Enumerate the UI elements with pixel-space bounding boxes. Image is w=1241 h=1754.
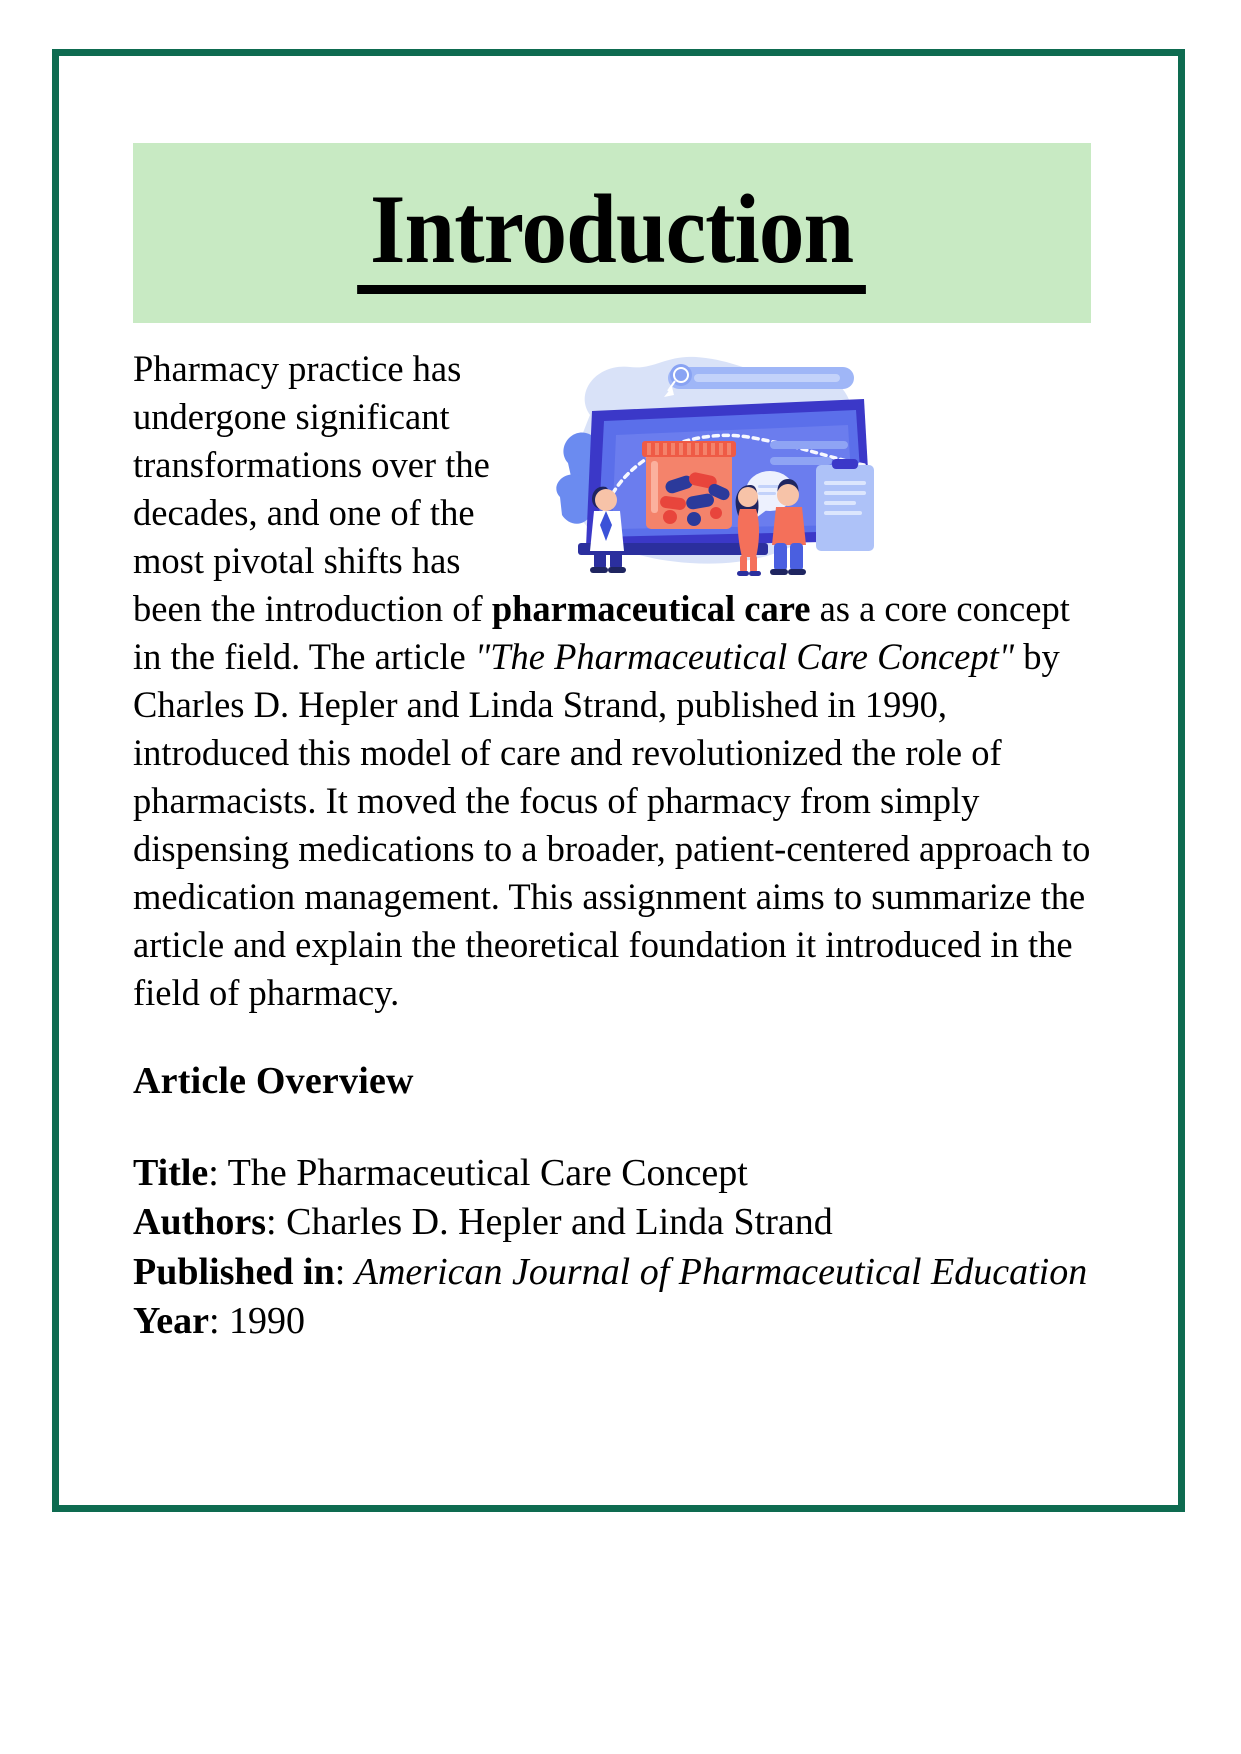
- female-leg-left: [740, 555, 747, 573]
- overview-sep-authors: :: [266, 1201, 287, 1244]
- article-overview-heading: Article Overview: [133, 1059, 414, 1102]
- overview-label-year: Year: [133, 1299, 209, 1342]
- pill-round-3: [710, 507, 722, 519]
- overview-value-published-in: American Journal of Pharmaceutical Education: [354, 1250, 1088, 1293]
- overview-row-published-in: [133, 1248, 1093, 1297]
- pill-bottle-highlight: [651, 461, 658, 513]
- pharmacist-leg-right: [610, 551, 622, 569]
- overview-row-title: [133, 1149, 1093, 1198]
- male-shoe-right: [788, 569, 806, 575]
- overview-value-authors: Charles D. Hepler and Linda Strand: [286, 1201, 833, 1244]
- pharmacist-shoe-left: [590, 567, 608, 573]
- female-dress: [738, 509, 759, 557]
- male-shirt: [772, 507, 806, 545]
- clipboard-clip: [832, 459, 858, 469]
- female-head: [738, 487, 758, 507]
- pharmacy-telemedicine-illustration: [534, 345, 886, 577]
- article-overview-list: [133, 1149, 1093, 1347]
- male-head: [777, 484, 799, 506]
- screen-ui-bar-2: [770, 457, 832, 465]
- person-patient-female: [736, 485, 761, 576]
- overview-row-year: [133, 1297, 1093, 1346]
- pharmacist-leg-left: [594, 551, 606, 569]
- overview-label-published-in: Published in: [133, 1250, 335, 1293]
- intro-article-title: "The Pharmaceutical Care Concept": [474, 635, 1015, 677]
- page-border-frame: [52, 49, 1185, 1512]
- overview-value-title: The Pharmaceutical Care Concept: [227, 1151, 748, 1194]
- intro-text-part-2: as a core concept in the field. The article: [133, 587, 1070, 677]
- page-content: [133, 143, 1093, 1538]
- male-leg-left: [774, 543, 787, 571]
- male-shoe-left: [770, 569, 788, 575]
- pill-round-2: [687, 512, 701, 526]
- overview-sep-published-in: :: [334, 1250, 355, 1293]
- title-highlight-band: [133, 143, 1091, 323]
- intro-bold-term: pharmaceutical care: [491, 587, 811, 629]
- pharmacist-shoe-right: [608, 567, 626, 573]
- female-shoe-left: [737, 571, 749, 576]
- page-title: Introduction: [357, 180, 866, 294]
- clipboard-body: [816, 465, 874, 551]
- female-leg-right: [750, 555, 757, 573]
- male-leg-right: [790, 543, 803, 571]
- illustration-svg: [534, 345, 886, 577]
- screen-ui-bar-1: [770, 441, 848, 449]
- intro-text-part-1: Pharmacy practice has undergone significant transformations over the decades, and one of the most pivotal shifts has been the introduction of: [133, 348, 492, 629]
- overview-label-authors: Authors: [133, 1201, 267, 1244]
- overview-label-title: Title: [133, 1151, 209, 1194]
- overview-row-authors: [133, 1198, 1093, 1247]
- overview-sep-year: :: [208, 1299, 230, 1342]
- overview-value-year: 1990: [229, 1299, 306, 1342]
- clipboard: [816, 459, 874, 551]
- pill-round-1: [663, 510, 677, 524]
- pharmacist-head: [595, 489, 617, 511]
- intro-paragraph-block: [133, 345, 1091, 1017]
- pill-bottle: [642, 441, 736, 529]
- female-shoe-right: [749, 571, 761, 576]
- search-bar-field: [694, 374, 840, 382]
- overview-sep-title: :: [208, 1151, 228, 1194]
- intro-text-part-3: by Charles D. Hepler and Linda Strand, published in 1990, introduced this model of care and revolutionized the role of pharmacists. It moved the focus of pharmacy from simply dispensing medications to a broader, patient-centered approach to medication management. This assignment aims to summarize the article and explain the theoretical foundation it introduced in the field of pharmacy.: [133, 635, 1091, 1013]
